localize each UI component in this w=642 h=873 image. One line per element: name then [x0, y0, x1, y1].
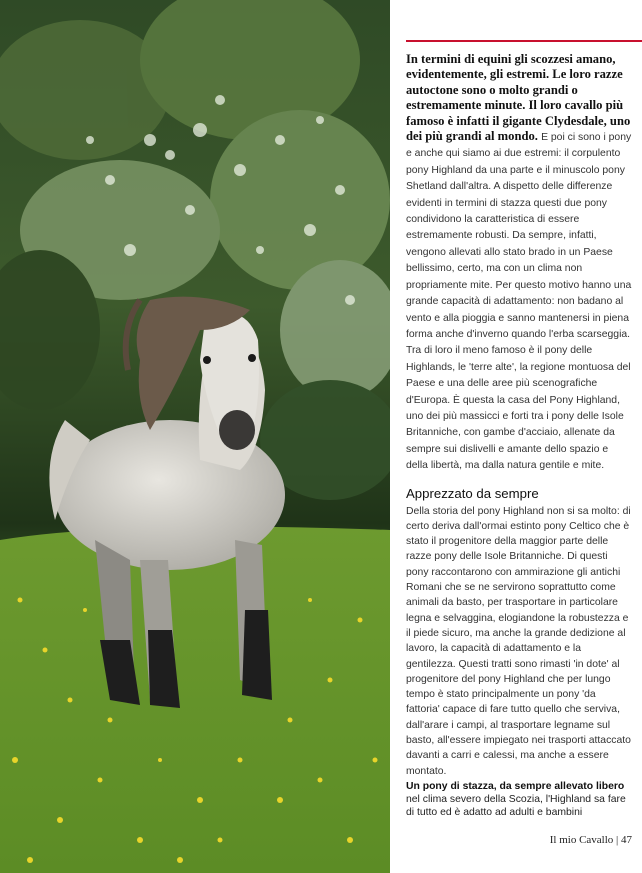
paragraph-2: Della storia del pony Highland non si sa molto: di certo deriva dall'ormai estinto pony Celtico che è stato il progenitore della maggior parte delle razze pony delle Isole Britanniche. Di questi pony raccontarono con ammirazione gli antichi Romani che se ne servirono soprattutto come animali da basto, per trasportare in particolare legna e selvaggina, elogiandone la robustezza e il piede sicuro, ma anche la grande dedizione al lavoro, la capacità di adattamento e la gentilezza. Questi tratti sono rimasti 'in dote' al progenitore del pony Highland che per lungo tempo è stato principalmente un pony 'da fattoria' capace di fare tutto quello che serviva, dall'arare i campi, al trasportare legname sul basto, all'essere impiegato nei trasporti attaccato davanti a carri e calessi, ma anche a essere montato.: [406, 505, 631, 777]
magazine-name: Il mio Cavallo: [549, 834, 614, 846]
footer-separator: |: [616, 834, 619, 846]
photo-caption: [406, 780, 636, 820]
page-number: 47: [621, 834, 632, 846]
article-lead: [406, 52, 632, 474]
caption-bold: Un pony di stazza, da sempre allevato libero: [406, 781, 625, 792]
article-body: [406, 52, 632, 779]
accent-rule: [406, 40, 642, 42]
caption-text: nel clima severo della Scozia, l'Highland sa fare di tutto ed è adatto ad adulti e bambini: [406, 794, 626, 819]
lead-text: In termini di equini gli scozzesi amano, evidentemente, gli estremi. Le loro razze autoctone sono o molto grandi o estremamente minute. Il loro cavallo più famoso è infatti il gigante Clydesdale, uno dei più grandi al mondo.: [406, 52, 631, 144]
paragraph-1: E poi ci sono i pony e anche qui siamo ai due estremi: il corpulento pony Highland da una parte e il minuscolo pony Shetland dall'altra. A dispetto delle differenze evidenti in termini di stazza questi due pony condividono la caratteristica di essere estremamente robusti. Da sempre, infatti, vengono allevati allo stato brado in un Paese bellissimo, certo, ma con un clima non propriamente mite. Per questo motivo hanno una grande capacità di adattamento: non badano al vento e alla pioggia e sanno mantenersi in piena forma anche d'inverno quando l'erba scarseggia. Tra di loro il meno famoso è il pony delle Highlands, le 'terre alte', la regione montuosa del Paese e una delle aree più scenografiche d'Europa. È questa la casa del Pony Highland, uno dei più massicci e forti tra i pony delle Isole Britanniche, con gambe d'acciaio, allenate da sempre sui dislivelli e amante dello spazio e della libertà, ma dalla natura gentile e mite.: [406, 132, 632, 472]
subheading: Apprezzato da sempre: [406, 485, 539, 501]
page-footer: [550, 834, 632, 846]
